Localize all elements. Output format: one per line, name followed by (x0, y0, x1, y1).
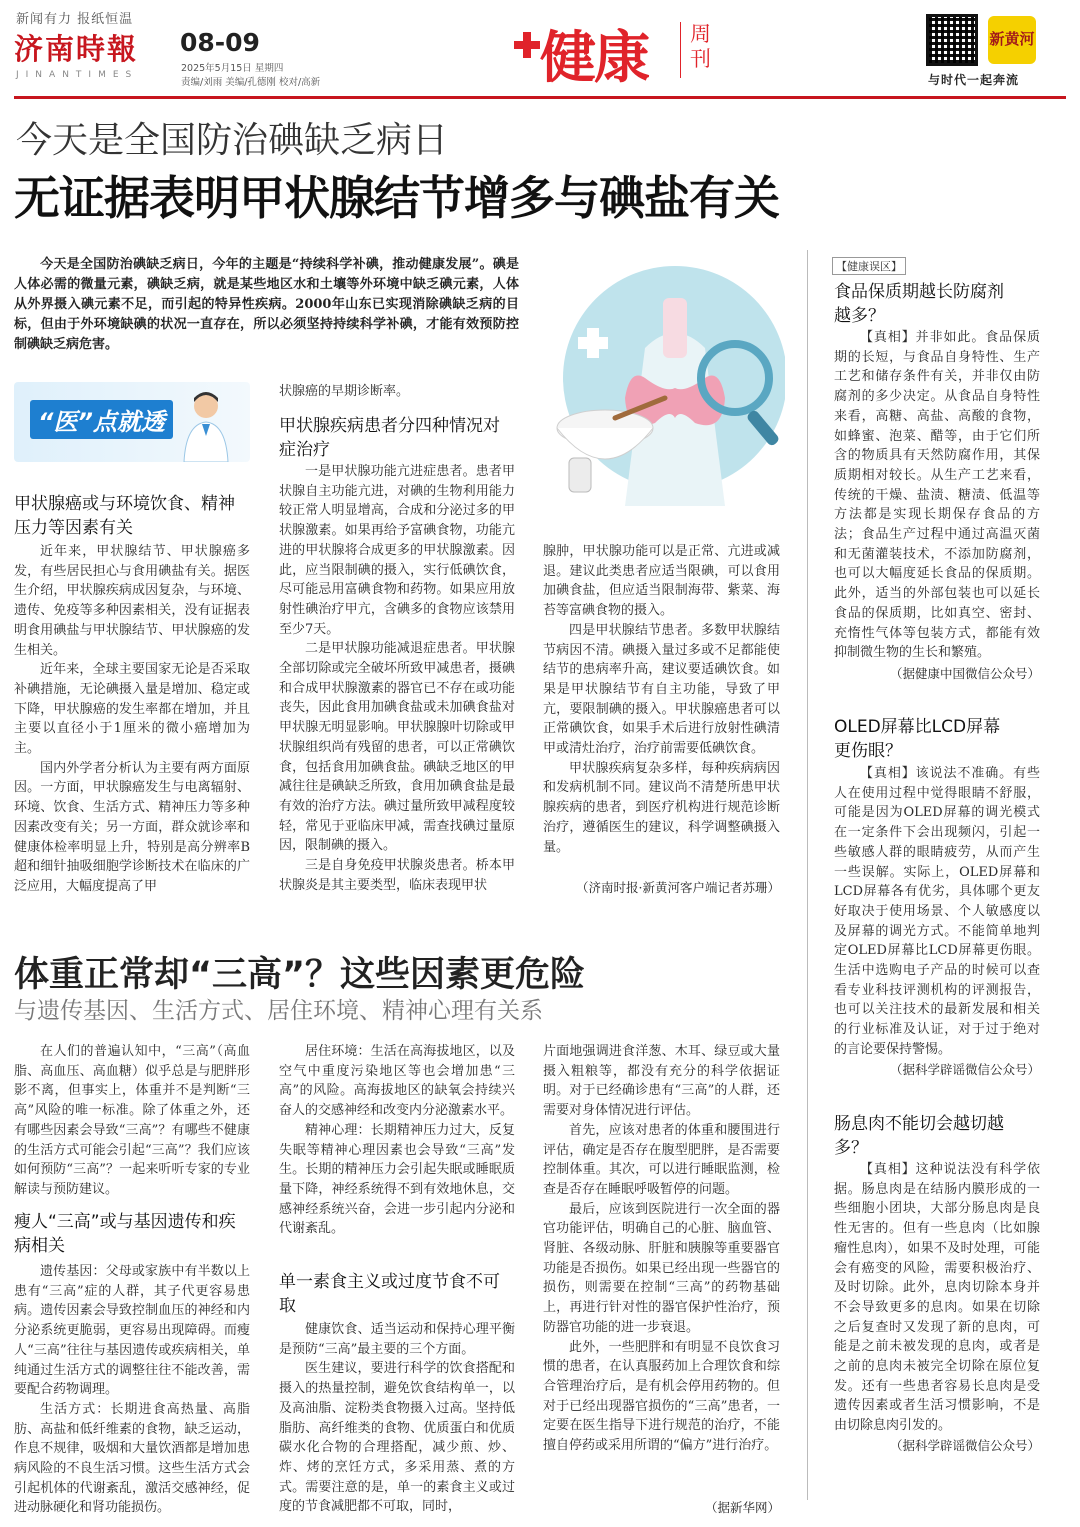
page-numbers: 08-09 (180, 28, 260, 57)
article1-col2-body (279, 462, 515, 895)
article1-col2-title: 甲状腺疾病患者分四种情况对症治疗 (279, 416, 500, 460)
article2-headline: 体重正常却“三高”？这些因素更危险 (14, 955, 586, 995)
article2-col2-body-b (279, 1320, 515, 1517)
brand-logo (988, 16, 1036, 64)
paragraph: 片面地强调进食洋葱、木耳、绿豆或大量摄入粗粮等，都没有充分的科学依据证明。对于已经确诊患有“三高”的人群，还需要对身体情况进行评估。 (543, 1044, 780, 1119)
section-title: 健康 (540, 26, 648, 91)
article1-intro (14, 255, 519, 355)
sidebar-item-source: （据健康中国微信公众号） (889, 666, 1040, 681)
sidebar-divider (807, 250, 808, 1500)
date-line: 2025年5月15日 星期四 (181, 63, 284, 74)
thyroid-illustration (545, 258, 785, 506)
banner-label: “医”点就透 (30, 400, 173, 439)
paragraph: 甲状腺疾病复杂多样，每种疾病病因和发病机制不同。建议尚不清楚所患甲状腺疾病的患者，到医疗机构进行规范诊断治疗，遵循医生的建议，科学调整碘摄入量。 (543, 760, 780, 855)
paragraph: 生活方式：长期进食高热量、高脂肪、高盐和低纤维素的食物，缺乏运动，作息不规律，吸烟和大量饮酒都是增加患病风险的不良生活习惯。这些生活方式会引起机体的代谢紊乱，激活交感神经，促进动脉硬化和肾功能损伤。 (14, 1401, 250, 1516)
section-divider (680, 22, 681, 78)
article1-source: （济南时报·新黄河客户端记者苏珊） (576, 880, 780, 895)
article1-col2-lead: 状腺癌的早期诊断率。 (279, 384, 410, 399)
article1-intro-text: 今天是全国防治碘缺乏病日，今年的主题是“持续科学补碘，推动健康发展”。碘是人体必需的微量元素，碘缺乏病，就是某些地区水和土壤等外环境中缺乏碘元素，人体从外界摄入碘元素不足，而引起的特异性疾病。2000年山东已实现消除碘缺乏病的目标，但由于外环境缺碘的状况一直存在，所以必须坚持持续科学补碘，才能有效预防控制碘缺乏病危害。 (14, 257, 519, 352)
article2-col2-body (279, 1042, 515, 1239)
sidebar-item-source: （据科学辟谣微信公众号） (889, 1438, 1040, 1453)
sidebar-item-body (834, 1160, 1040, 1436)
paragraph: 三是自身免疫甲状腺炎患者。桥本甲状腺炎是其主要类型，临床表现甲状 (279, 858, 515, 893)
doctor-illustration (176, 388, 236, 462)
article2-col1-title: 瘦人“三高”或与基因遗传和疾病相关 (14, 1212, 236, 1256)
brand-name: 新黄河 (989, 30, 1035, 49)
sidebar-item-source: （据科学辟谣微信公众号） (889, 1062, 1040, 1077)
article2-col3-body (543, 1042, 780, 1456)
article2-col2-title: 单一素食主义或过度节食不可取 (279, 1272, 500, 1316)
paragraph: 一是甲状腺功能亢进症患者。患者甲状腺自主功能亢进，对碘的生物利用能力较正常人明显增高，合成和分泌过多的甲状腺激素。如果再给予富碘食物，功能亢进的甲状腺将合成更多的甲状腺激素。因此，应当限制碘的摄入，实行低碘饮食，尽可能忌用富碘食物和药物。如果应用放射性碘治疗甲亢，含碘多的食物应该禁用至少7天。 (279, 464, 515, 637)
sidebar-tag-label: 【健康误区】 (832, 257, 906, 275)
article1-headline: 无证据表明甲状腺结节增多与碘盐有关 (14, 171, 779, 225)
sidebar-item-title: 肠息肉不能切会越切越多？ (834, 1114, 1004, 1158)
paragraph: 遗传基因：父母或家族中有半数以上患有“三高”症的人群，其子代更容易患病。遗传因素会导致控制血压的神经和内分泌系统更脆弱，更容易出现障碍。而瘦人“三高”往往与基因遗传或疾病相关，单纯通过生活方式的调整往往不能改善，需要配合药物调理。 (14, 1264, 250, 1398)
qr-code (926, 14, 978, 66)
masthead (0, 0, 1080, 96)
section-subtitle: 周刊 (690, 22, 711, 72)
doctor-banner (14, 382, 250, 462)
article2-source: （据新华网） (704, 1500, 780, 1515)
paragraph: 此外，一些肥胖和有明显不良饮食习惯的患者，在认真服药加上合理饮食和综合管理治疗后，是有机会停用药物的。但对于已经出现器官损伤的“三高”患者，一定要在医生指导下进行规范的治疗，不能擅自停药或采用所谓的“偏方”进行治疗。 (543, 1339, 780, 1454)
article2-col1-body-b (14, 1262, 250, 1518)
paragraph: 居住环境：生活在高海拔地区，以及空气中重度污染地区等也会增加患“三高”的风险。高海拔地区的缺氧会持续兴奋人的交感神经和改变内分泌激素水平。 (279, 1044, 515, 1119)
heart-plus-icon (512, 30, 542, 60)
editors-line: 责编/刘雨 美编/孔德刚 校对/高新 (181, 77, 321, 88)
paragraph: 国内外学者分析认为主要有两方面原因。一方面，甲状腺癌发生与电离辐射、环境、饮食、生活方式、精神压力等多种因素改变有关；另一方面，群众就诊率和健康体检率明显上升，特别是高分辨率B超和细针抽吸细胞学诊断技术在临床的广泛应用，大幅度提高了甲 (14, 760, 250, 894)
paragraph: 【真相】并非如此。食品保质期的长短，与食品自身特性、生产工艺和储存条件有关，并非仅由防腐剂的多少决定。从食品自身特性来看，高糖、高盐、高酸的食物，如蜂蜜、泡菜、醋等，由于它们所含的物质具有天然防腐作用，其保质期相对较长。从生产工艺来看，传统的干燥、盐渍、糖渍、低温等方法都是实现长期保存食品的方法；食品生产过程中通过高温灭菌和无菌灌装技术，不添加防腐剂，也可以大幅度延长食品的保质期。此外，适当的外部包装也可以延长食品的保质期，比如真空、密封、充惰性气体等包装方式，都能有效抑制微生物的生长和繁殖。 (834, 330, 1040, 661)
newspaper-slogan: 新闻有力 报纸恒温 (16, 12, 134, 27)
paragraph: 健康饮食、适当运动和保持心理平衡是预防“三高”最主要的三个方面。 (279, 1322, 515, 1357)
sidebar-tag (832, 255, 906, 275)
article1-kicker: 今天是全国防治碘缺乏病日 (16, 120, 449, 161)
article2-kicker: 与遗传基因、生活方式、居住环境、精神心理有关系 (14, 998, 543, 1024)
paragraph: 【真相】该说法不准确。有些人在使用过程中觉得眼睛不舒服，可能是因为OLED屏幕的调光模式在一定条件下会出现频闪，引起一些敏感人群的眼睛疲劳，从而产生一些误解。实际上，OLED屏幕和LCD屏幕各有优劣，具体哪个更友好取决于使用场景、个人敏感度以及屏幕的调光方式。不能简单地判定OLED屏幕比LCD屏幕更伤眼。生活中选购电子产品的时候可以查看专业科技评测机构的评测报告，也可以关注技术的最新发展和相关的行业标准及认证，对于过于绝对的言论要保持警惕。 (834, 766, 1040, 1057)
sidebar-item-title: 食品保质期越长防腐剂越多？ (834, 282, 1004, 326)
sidebar-item-body (834, 764, 1040, 1060)
paragraph: 近年来，全球主要国家无论是否采取补碘措施，无论碘摄入量是增加、稳定或下降，甲状腺癌的发生率都在增加，并且主要以直径小于1厘米的微小癌增加为主。 (14, 662, 250, 757)
paragraph: 二是甲状腺功能减退症患者。甲状腺全部切除或完全破坏所致甲减患者，摄碘和合成甲状腺激素的器官已不存在或功能丧失，因此食用加碘食盐或未加碘食盐对甲状腺无明显影响。甲状腺腺叶切除或甲状腺组织尚有残留的患者，可以正常碘饮食，包括食用加碘食盐。碘缺乏地区的甲减往往是碘缺乏所致，食用加碘食盐是最有效的治疗方法。碘过量所致甲减程度较轻，常见于亚临床甲减，需查找碘过量原因，限制碘的摄入。 (279, 641, 515, 854)
paragraph: 腺肿，甲状腺功能可以是正常、亢进或减退。建议此类患者应适当限碘，可以食用加碘食盐，但应适当限制海带、紫菜、海苔等富碘食物的摄入。 (543, 544, 780, 619)
brand-slogan: 与时代一起奔流 (928, 73, 1020, 87)
paragraph: 在人们的普遍认知中，“三高”（高血脂、高血压、高血糖）似乎总是与肥胖形影不离，但事实上，体重并不是判断“三高”风险的唯一标准。除了体重之外，还有哪些因素会导致“三高”？有哪些不健康的生活方式可能会引起“三高”？我们应该如何预防“三高”？一起来听听专家的专业解读与预防建议。 (14, 1044, 250, 1197)
masthead-rule (14, 96, 1066, 99)
paragraph: 【真相】这种说法没有科学依据。肠息肉是在结肠内膜形成的一些细胞小团块，大部分肠息肉是良性无害的。但有一些息肉（比如腺瘤性息肉），如果不及时处理，可能会有癌变的风险，需要积极治疗、及时切除。此外，息肉切除本身并不会导致更多的息肉。如果在切除之后复查时又发现了新的息肉，可能是之前未被发现的息肉，或者是之前的息肉未被完全切除在原位复发。还有一些患者容易长息肉是受遗传因素或者生活习惯影响，不是由切除息肉引发的。 (834, 1162, 1040, 1434)
article1-col3-body (543, 542, 780, 857)
paragraph: 首先，应该对患者的体重和腰围进行评估，确定是否存在腹型肥胖，是否需要控制体重。其次，可以进行睡眠监测，检查是否存在睡眠呼吸暂停的问题。 (543, 1122, 780, 1197)
paragraph: 最后，应该到医院进行一次全面的器官功能评估，明确自己的心脏、脑血管、肾脏、各级动脉、肝脏和胰腺等重要器官功能是否损伤。如果已经出现一些器官的损伤，则需要在控制“三高”的药物基础上，再进行针对性的器官保护性治疗，预防器官功能的进一步衰退。 (543, 1201, 780, 1335)
sidebar-item-body (834, 328, 1040, 663)
paragraph: 四是甲状腺结节患者。多数甲状腺结节病因不清。碘摄入量过多或不足都能使结节的患病率升高，建议要适碘饮食。如果是甲状腺结节有自主功能，导致了甲亢，要限制碘的摄入。甲状腺癌患者可以正常碘饮食，如果手术后进行放射性碘清甲或清灶治疗，治疗前需要低碘饮食。 (543, 622, 780, 757)
article1-col1-title: 甲状腺癌或与环境饮食、精神压力等因素有关 (14, 494, 235, 538)
article1-col1-body (14, 542, 250, 897)
paragraph: 近年来，甲状腺结节、甲状腺癌多发，有些居民担心与食用碘盐有关。据医生介绍，甲状腺疾病成因复杂，与环境、遗传、免疫等多种因素相关，没有证据表明食用碘盐与甲状腺结节、甲状腺癌的发生相关。 (14, 544, 250, 658)
sidebar-item-title: OLED屏幕比LCD屏幕更伤眼？ (834, 717, 1001, 761)
article2-col1-body (14, 1042, 250, 1200)
paragraph: 精神心理：长期精神压力过大，反复失眠等精神心理因素也会导致“三高”发生。长期的精神压力会引起失眠或睡眠质量下降，神经系统得不到有效地休息，交感神经系统兴奋，会进一步引起内分泌和代谢紊乱。 (279, 1122, 515, 1237)
newspaper-logo-en: JINANTIMES (16, 70, 139, 80)
paragraph: 医生建议，要进行科学的饮食搭配和摄入的热量控制，避免饮食结构单一，以及高油脂、淀粉类食物摄入过高。坚持低脂肪、高纤维类的食物、优质蛋白和优质碳水化合物的合理搭配，减少煎、炒、炸、烤的烹饪方式，多采用蒸、煮的方式。需要注意的是，单一的素食主义或过度的节食减肥都不可取，同时， (279, 1361, 515, 1515)
newspaper-logo: 济南時報 (14, 32, 139, 66)
